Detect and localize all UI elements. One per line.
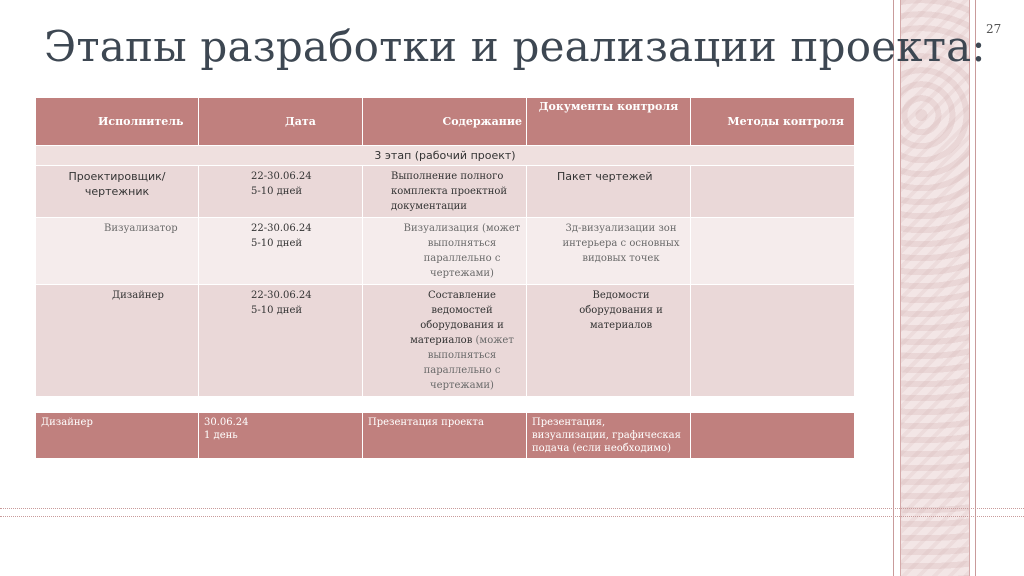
content-cell — [363, 218, 527, 285]
content-text: Выполнение полного комплекта проектной документации — [391, 171, 508, 212]
table-row — [36, 413, 855, 459]
decorative-vertical-line — [975, 0, 976, 576]
methods-cell — [691, 166, 855, 218]
date-cell — [199, 413, 363, 459]
methods-cell — [691, 413, 855, 459]
decorative-horizontal-line — [0, 516, 1024, 517]
documents-cell: Пакет чертежей — [527, 166, 691, 218]
decorative-horizontal-line — [0, 508, 1024, 509]
table-row — [36, 166, 855, 218]
date-value: 22-30.06.24 — [251, 223, 312, 234]
stage-label: 3 этап (рабочий проект) — [36, 146, 855, 166]
table-header-row — [36, 98, 855, 146]
duration-value: 5-10 дней — [251, 305, 303, 316]
performer-cell: Проектировщик/ чертежник — [36, 166, 199, 218]
content-note: (может выполняться параллельно с чертежами) — [423, 223, 521, 279]
table-row — [36, 218, 855, 285]
date-value: 22-30.06.24 — [251, 290, 312, 301]
presentation-table — [35, 412, 855, 459]
stage-table — [35, 97, 855, 397]
header-performer: Исполнитель — [36, 98, 199, 146]
date-cell — [199, 166, 363, 218]
stage-label-row — [36, 146, 855, 166]
header-content: Содержание — [363, 98, 527, 146]
decorative-vertical-line — [893, 0, 894, 576]
date-value: 30.06.24 — [204, 417, 249, 428]
content-cell — [363, 166, 527, 218]
header-documents: Документы контроля — [527, 98, 691, 146]
page-number: 27 — [986, 22, 1002, 36]
slide-title: Этапы разработки и реализации проекта: — [44, 22, 986, 71]
documents-cell: 3д-визуализации зон интерьера с основных видовых точек — [527, 218, 691, 285]
duration-value: 5-10 дней — [251, 238, 303, 249]
content-note: (может выполняться параллельно с чертежами) — [423, 335, 514, 391]
methods-cell — [691, 285, 855, 397]
table-row — [36, 285, 855, 397]
content-cell: Презентация проекта — [363, 413, 527, 459]
duration-value: 1 день — [204, 430, 238, 441]
content-text: Составление ведомостей оборудования и материалов — [410, 290, 504, 346]
header-date: Дата — [199, 98, 363, 146]
methods-cell — [691, 218, 855, 285]
performer-cell: Визуализатор — [36, 218, 199, 285]
header-methods: Методы контроля — [691, 98, 855, 146]
performer-cell: Дизайнер — [36, 285, 199, 397]
documents-cell: Презентация, визуализации, графическая подача (если необходимо) — [527, 413, 691, 459]
documents-cell: Ведомости оборудования и материалов — [527, 285, 691, 397]
decorative-floral-strip — [900, 0, 970, 576]
content-text: Визуализация — [403, 223, 479, 234]
date-cell — [199, 218, 363, 285]
duration-value: 5-10 дней — [251, 186, 303, 197]
performer-cell: Дизайнер — [36, 413, 199, 459]
date-value: 22-30.06.24 — [251, 171, 312, 182]
date-cell — [199, 285, 363, 397]
content-cell — [363, 285, 527, 397]
